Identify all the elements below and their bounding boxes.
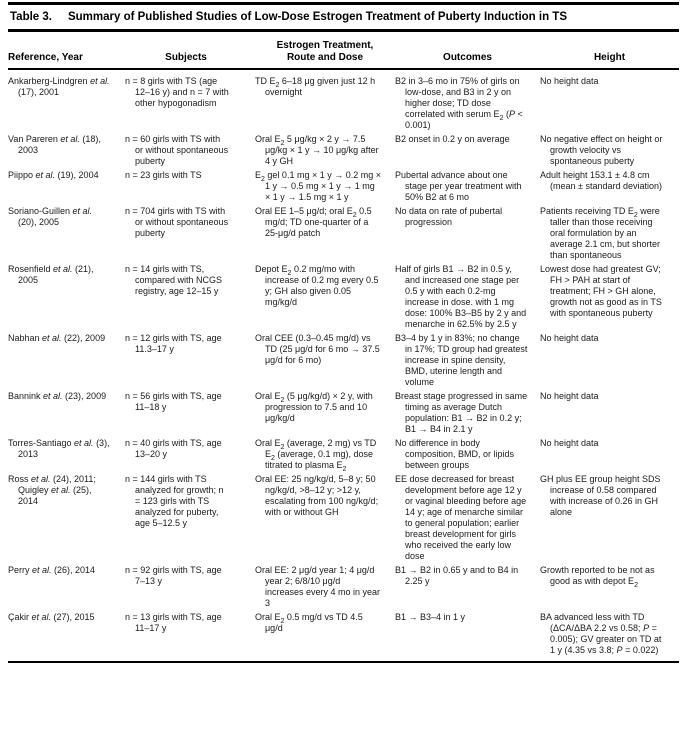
table-title	[8, 5, 679, 29]
cell-reference: Bannink et al. (23), 2009	[8, 391, 107, 401]
cell-outcomes: Pubertal advance about one stage per year treatment with 50% B2 at 6 mo	[395, 170, 522, 202]
table-number-label: Table 3.	[10, 11, 52, 23]
cell-treatment: Oral $E_2$ 0.5 mg/d vs TD 4.5 μg/d	[255, 612, 363, 633]
cell-outcomes: No difference in body composition, BMD, or lipids between groups	[395, 438, 515, 470]
table-row	[8, 612, 679, 656]
cell-subjects: n = 60 girls with TS with or without spontaneous puberty	[125, 134, 229, 166]
cell-outcomes: B2 onset in 0.2 y on average	[395, 134, 510, 144]
table-row	[8, 438, 679, 471]
cell-treatment: Oral EE: 2 μg/d year 1; 4 μg/d year 2; 6/8/10 μg/d increases every 4 mo in year 3	[255, 565, 381, 608]
cell-outcomes: Half of girls B1 → B2 in 0.5 y, and increased one stage per 0.5 y with each 0.2-mg increase in dose. with 1 mg dose: 100% B3–B5 by 2 y and menarche in 62.5% by 2.5 y	[395, 264, 527, 329]
cell-treatment: Oral CEE (0.3–0.45 mg/d) vs TD (25 μg/d for 6 mo → 37.5 μg/d for 6 mo)	[255, 333, 380, 365]
cell-reference: Torres-Santiago et al. (3), 2013	[8, 438, 110, 459]
cell-treatment: $E_2$ gel 0.1 mg × 1 y → 0.2 mg × 1 y → 0.5 mg × 1 y → 1 mg × 1 y → 1.5 mg × 1 y	[255, 170, 381, 202]
cell-height: No height data	[540, 333, 599, 343]
cell-subjects: n = 23 girls with TS	[125, 170, 202, 180]
cell-treatment: Oral $E_2$ 5 μg/kg × 2 y → 7.5 μg/kg × 1 y → 10 μg/kg after 4 y GH	[255, 134, 379, 166]
cell-treatment: Oral $E_2$ (5 μg/kg/d) × 2 y, with progression to 7.5 and 10 μg/kg/d	[255, 391, 373, 423]
cell-height: Lowest dose had greatest GV; FH > PAH at start of treatment; FH > GH alone, growth not as good as in TS with spontaneous puberty	[540, 264, 662, 318]
cell-reference: Ross et al. (24), 2011; Quigley et al. (25), 2014	[8, 474, 96, 506]
table-row	[8, 264, 679, 330]
cell-reference: Rosenfield et al. (21), 2005	[8, 264, 94, 285]
cell-subjects: n = 14 girls with TS, compared with NCGS registry, age 12–15 y	[125, 264, 223, 296]
cell-height: BA advanced less with TD (ΔCA/ΔBA 2.2 vs 0.58; P = 0.005); GV greater on TD at 1 y (4.35 vs 3.8; P = 0.022)	[540, 612, 662, 655]
cell-subjects: n = 12 girls with TS, age 11.3–17 y	[125, 333, 222, 354]
table-header-row	[8, 32, 679, 68]
cell-height: Adult height 153.1 ± 4.8 cm (mean ± standard deviation)	[540, 170, 662, 191]
column-header-height: Height	[593, 51, 626, 63]
cell-reference: Ankarberg-Lindgren et al. (17), 2001	[8, 76, 110, 97]
table-row	[8, 474, 679, 562]
cell-treatment: TD $E_2$ 6–18 μg given just 12 h overnight	[255, 76, 376, 97]
cell-treatment: Oral $E_2$ (average, 2 mg) vs TD $E_2$ (average, 0.1 mg), dose titrated to plasma $E_2$	[255, 438, 377, 473]
table-row	[8, 76, 679, 131]
cell-height: No height data	[540, 391, 599, 401]
cell-treatment: Oral EE: 25 ng/kg/d, 5–8 y; 50 ng/kg/d, >8–12 y; >12 y, escalating from 100 ng/kg/d; with or without GH	[255, 474, 379, 517]
cell-treatment: Oral EE 1–5 μg/d; oral $E_2$ 0.5 mg/d; TD one-quarter of a 25-μg/d patch	[255, 206, 372, 238]
table-row	[8, 170, 679, 203]
table-row	[8, 391, 679, 435]
cell-height: No negative effect on height or growth velocity vs spontaneous puberty	[540, 134, 663, 166]
cell-reference: Çakir et al. (27), 2015	[8, 612, 95, 622]
cell-outcomes: EE dose decreased for breast development before age 12 y or vaginal bleeding before age 14 y; age of menarche similar to general population; earlier breast development for girls who received the early low dose	[395, 474, 527, 561]
column-header-subjects: Subjects	[165, 51, 207, 63]
cell-outcomes: B1 → B2 in 0.65 y and to B4 in 2.25 y	[395, 565, 519, 586]
cell-subjects: n = 56 girls with TS, age 11–18 y	[125, 391, 222, 412]
table-row	[8, 134, 679, 167]
column-header-reference: Reference, Year	[8, 51, 83, 63]
cell-subjects: n = 40 girls with TS, age 13–20 y	[125, 438, 222, 459]
cell-outcomes: B3–4 by 1 y in 83%; no change in 17%; TD group had greatest increase in spine density, BMD, uterine length and volume	[395, 333, 528, 387]
cell-reference: Nabhan et al. (22), 2009	[8, 333, 106, 343]
table-row	[8, 565, 679, 609]
column-header-outcomes: Outcomes	[443, 51, 492, 63]
cell-subjects: n = 8 girls with TS (age 12–16 y) and n = 7 with other hypogonadism	[125, 76, 229, 108]
cell-reference: Piippo et al. (19), 2004	[8, 170, 99, 180]
cell-height: No height data	[540, 438, 599, 448]
bottom-divider	[8, 661, 679, 663]
cell-subjects: n = 13 girls with TS, age 11–17 y	[125, 612, 222, 633]
cell-outcomes: B1 → B3–4 in 1 y	[395, 612, 466, 622]
column-header-treatment: Estrogen Treatment, Route and Dose	[276, 40, 374, 63]
cell-height: Growth reported to be not as good as with depot $E_2$	[540, 565, 655, 589]
cell-reference: Soriano-Guillen et al. (20), 2005	[8, 206, 93, 227]
cell-treatment: Depot $E_2$ 0.2 mg/mo with increase of 0.2 mg every 0.5 y; GH also given 0.05 mg/kg/d	[255, 264, 379, 307]
table-row	[8, 333, 679, 388]
cell-subjects: n = 704 girls with TS with or without spontaneous puberty	[125, 206, 229, 238]
table-title-text: Summary of Published Studies of Low-Dose Estrogen Treatment of Puberty Induction in TS	[67, 11, 567, 23]
cell-height: No height data	[540, 76, 599, 86]
cell-outcomes: No data on rate of pubertal progression	[395, 206, 503, 227]
cell-height: GH plus EE group height SDS increase of 0.58 compared with increase of 0.26 in GH alone	[540, 474, 661, 517]
cell-reference: Van Pareren et al. (18), 2003	[8, 134, 101, 155]
table-row	[8, 206, 679, 261]
table-body	[8, 70, 679, 656]
cell-height: Patients receiving TD $E_2$ were taller than those receiving oral formulation by an average 2.1 cm, but shorter than spontaneous	[540, 206, 661, 260]
cell-reference: Perry et al. (26), 2014	[8, 565, 96, 575]
cell-subjects: n = 92 girls with TS, age 7–13 y	[125, 565, 222, 586]
cell-outcomes: B2 in 3–6 mo in 75% of girls on low-dose, and B3 in 2 y on higher dose; TD dose correlated with serum $E_2$ (P < 0.001)	[395, 76, 523, 130]
cell-outcomes: Breast stage progressed in same timing as average Dutch population: B1 → B2 in 0.2 y; B1 → B4 in 2.1 y	[395, 391, 528, 434]
cell-subjects: n = 144 girls with TS analyzed for growth; n = 123 girls with TS analyzed for puberty, age 5–12.5 y	[125, 474, 224, 528]
